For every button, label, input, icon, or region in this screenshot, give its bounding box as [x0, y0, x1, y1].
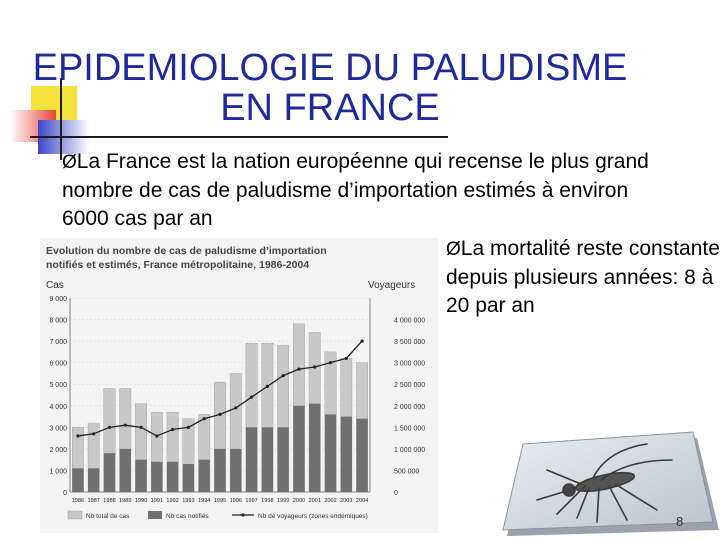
malaria-cases-chart — [40, 238, 438, 533]
bar-notified-cases — [277, 427, 288, 492]
x-tick-label: 1994 — [197, 498, 211, 504]
y-tick-left-label: 5 000 — [49, 382, 67, 390]
x-tick-label: 1986 — [71, 498, 85, 504]
x-tick-label: 2001 — [308, 498, 321, 504]
legend-label-notified: Nb cas notifiés — [166, 513, 209, 520]
bar-notified-cases — [293, 406, 304, 492]
bar-notified-cases — [120, 449, 131, 492]
y-tick-right-label: 2 000 000 — [394, 403, 426, 411]
point-travellers — [139, 426, 142, 429]
point-travellers — [282, 374, 285, 377]
chart-card — [40, 238, 438, 533]
bar-notified-cases — [341, 417, 352, 492]
x-tick-label: 1990 — [134, 498, 148, 504]
bullet-import-cases-text: La France est la nation européenne qui recense le plus grand nombre de cas de paludisme d’importation estimés à environ 6000 cas par an — [62, 150, 649, 230]
bar-notified-cases — [135, 460, 146, 492]
y-tick-right-label: 4 000 000 — [394, 317, 426, 325]
legend-swatch-notified — [148, 511, 162, 519]
y-tick-left-label: 9 000 — [49, 296, 67, 303]
bullet-mortality — [446, 235, 720, 320]
x-tick-label: 2003 — [340, 498, 353, 504]
legend-label-total: Nb total de cas — [86, 513, 130, 520]
y-tick-left-label: 4 000 — [49, 403, 67, 411]
point-travellers — [218, 413, 221, 416]
y-tick-left-label: 8 000 — [49, 317, 67, 325]
bar-notified-cases — [88, 468, 99, 492]
bar-notified-cases — [214, 449, 225, 492]
point-travellers — [250, 396, 253, 399]
point-travellers — [203, 417, 206, 420]
bar-notified-cases — [309, 404, 320, 492]
x-tick-label: 1999 — [276, 498, 290, 504]
legend-swatch-travellers-point — [241, 513, 244, 516]
point-travellers — [266, 385, 269, 388]
y-tick-left-label: 6 000 — [49, 360, 67, 368]
bullet-arrow-icon: Ø — [446, 239, 461, 260]
point-travellers — [345, 357, 348, 360]
x-tick-label: 1991 — [150, 498, 164, 504]
bar-notified-cases — [356, 419, 367, 492]
chart-title-line-1: Evolution du nombre de cas de paludisme d’importation — [46, 245, 327, 257]
point-travellers — [234, 406, 237, 409]
slide-title-line-1: EPIDEMIOLOGIE DU PALUDISME — [32, 47, 628, 89]
chart-title-line-2: notifiés et estimés, France métropolitaine, 1986-2004 — [46, 259, 310, 271]
point-travellers — [155, 434, 158, 437]
point-travellers — [297, 368, 300, 371]
slide-title — [0, 48, 660, 128]
deco-horizontal-line — [30, 136, 448, 138]
y-tick-left-label: 0 — [63, 490, 67, 497]
point-travellers — [124, 424, 127, 427]
bar-notified-cases — [183, 464, 194, 492]
point-travellers — [92, 432, 95, 435]
bullet-import-cases — [62, 148, 662, 233]
y-tick-right-label: 2 500 000 — [394, 382, 426, 390]
legend-label-travellers: Nb de voyageurs (zones endémiques) — [258, 513, 368, 520]
x-tick-label: 1987 — [87, 498, 100, 504]
y-tick-right-label: 1 000 000 — [394, 446, 426, 454]
y-tick-right-label: 3 000 000 — [394, 360, 426, 368]
x-tick-label: 1998 — [261, 498, 274, 504]
x-tick-label: 2002 — [324, 498, 337, 504]
bar-notified-cases — [325, 414, 336, 492]
legend-swatch-total — [68, 511, 82, 519]
bullet-mortality-text: La mortalité reste constante depuis plusieurs années: 8 à 20 par an — [446, 237, 720, 317]
mosquito-icon — [497, 430, 719, 538]
y-tick-right-label: 1 500 000 — [394, 425, 426, 433]
x-tick-label: 1995 — [213, 498, 227, 504]
point-travellers — [76, 434, 79, 437]
x-tick-label: 1997 — [245, 498, 258, 504]
bar-notified-cases — [167, 462, 178, 492]
bar-notified-cases — [230, 449, 241, 492]
slide-title-line-2: EN FRANCE — [220, 87, 440, 129]
x-tick-label: 1992 — [166, 498, 179, 504]
bar-notified-cases — [151, 462, 162, 492]
y-tick-left-label: 3 000 — [49, 425, 67, 433]
bar-notified-cases — [72, 468, 83, 492]
page-number: 8 — [676, 514, 684, 529]
x-tick-label: 1996 — [229, 498, 243, 504]
bar-notified-cases — [262, 427, 273, 492]
point-travellers — [171, 428, 174, 431]
point-travellers — [329, 361, 332, 364]
bar-notified-cases — [104, 453, 115, 492]
y-tick-left-label: 1 000 — [49, 468, 67, 476]
point-travellers — [108, 426, 111, 429]
x-tick-label: 2000 — [292, 498, 306, 504]
point-travellers — [187, 426, 190, 429]
x-tick-label: 1993 — [182, 498, 195, 504]
bar-notified-cases — [246, 427, 257, 492]
bar-notified-cases — [199, 460, 210, 492]
y-tick-left-label: 2 000 — [49, 446, 67, 454]
point-travellers — [313, 365, 316, 368]
x-tick-label: 1989 — [119, 498, 132, 504]
mosquito-illustration — [497, 430, 719, 538]
y-tick-left-label: 7 000 — [49, 339, 67, 347]
bullet-arrow-icon: Ø — [62, 152, 77, 173]
y-tick-right-label: 0 — [394, 490, 398, 497]
x-tick-label: 1988 — [103, 498, 116, 504]
y-axis-left-label: Cas — [46, 280, 64, 291]
y-axis-right-label: Voyageurs — [368, 280, 416, 291]
point-travellers — [361, 340, 364, 343]
y-tick-right-label: 3 500 000 — [394, 339, 426, 347]
y-tick-right-label: 500 000 — [394, 468, 420, 476]
x-tick-label: 2004 — [355, 498, 369, 504]
